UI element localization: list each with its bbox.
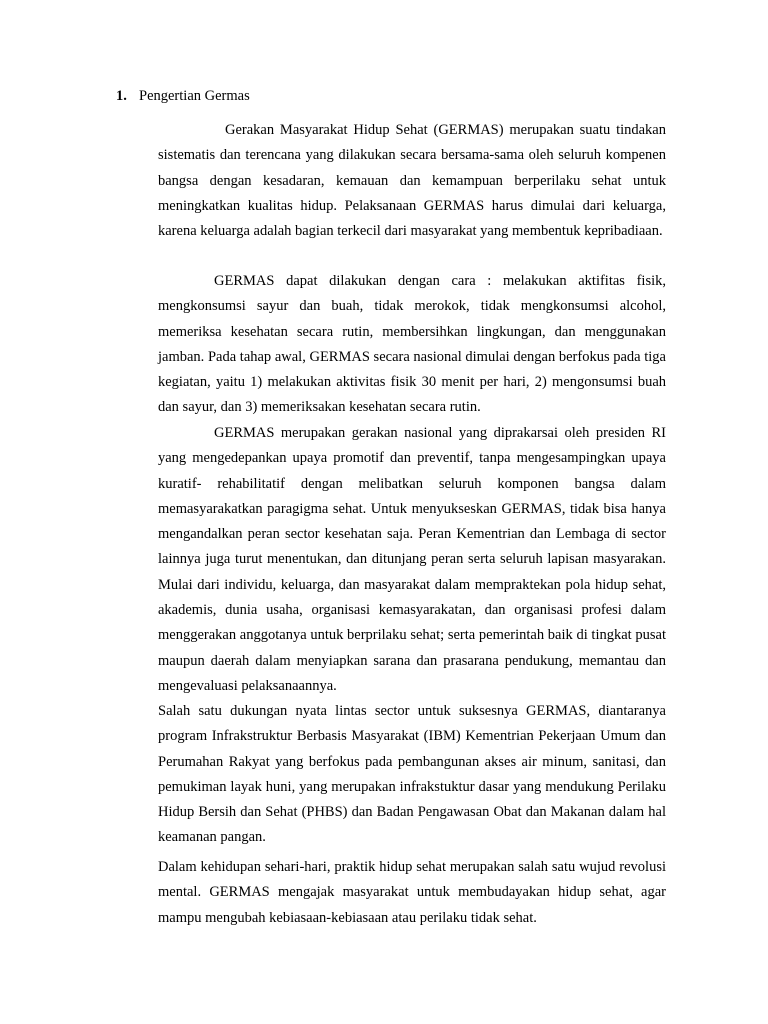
paragraph-daily-life: Dalam kehidupan sehari-hari, praktik hidup sehat merupakan salah satu wujud revolusi mental. GERMAS mengajak masyarakat untuk membudayakan hidup sehat, agar mampu mengubah kebiasaan-kebiasaan atau perilaku tidak sehat. (158, 859, 666, 926)
section-heading (116, 86, 250, 106)
section-title: Pengertian Germas (139, 88, 250, 104)
paragraph-definition: Gerakan Masyarakat Hidup Sehat (GERMAS) merupakan suatu tindakan sistematis dan terencana yang dilakukan secara bersama-sama oleh seluruh kompenen bangsa dengan kesadaran, kemauan dan kemampuan berperilaku sehat untuk meningkatkan kualitas hidup. Pelaksanaan GERMAS harus dimulai dari keluarga, karena keluarga adalah bagian terkecil dari masyarakat yang membentuk kepribadiaan. (158, 122, 666, 240)
paragraph-activities: GERMAS dapat dilakukan dengan cara : melakukan aktifitas fisik, mengkonsumsi sayur dan buah, tidak merokok, tidak mengkonsumsi alcohol, memeriksa kesehatan secara rutin, membersihkan lingkungan, dan menggunakan jamban. Pada tahap awal, GERMAS secara nasional dimulai dengan berfokus pada tiga kegiatan, yaitu 1) melakukan aktivitas fisik 30 menit per hari, 2) mengonsumsi buah dan sayur, dan 3) memeriksakan kesehatan secara rutin. (158, 273, 666, 416)
section-number: 1. (116, 88, 127, 104)
paragraph-cross-sector-support: Salah satu dukungan nyata lintas sector untuk suksesnya GERMAS, diantaranya program Infrakstruktur Berbasis Masyarakat (IBM) Kementrian Pekerjaan Umum dan Perumahan Rakyat yang berfokus pada pembangunan akses air minum, sanitasi, dan pemukiman layak huni, yang merupakan infrakstuktur dasar yang mendukung Perilaku Hidup Bersih dan Sehat (PHBS) dan Badan Pengawasan Obat dan Makanan dalam hal keamanan pangan. (158, 703, 666, 846)
paragraph-national-movement: GERMAS merupakan gerakan nasional yang diprakarsai oleh presiden RI yang mengedepankan upaya promotif dan preventif, tanpa mengesampingkan upaya kuratif- rehabilitatif dengan melibatkan seluruh komponen bangsa dalam memasyarakatkan paragigma sehat. Untuk menyukseskan GERMAS, tidak bisa hanya mengandalkan peran sector kesehatan saja. Peran Kementrian dan Lembaga di sector lainnya juga turut menentukan, dan ditunjang peran serta seluruh lapisan masyarakan. Mulai dari individu, keluarga, dan masyarakat dalam mempraktekan pola hidup sehat, akademis, dunia usaha, organisasi kemasyarakatan, dan organisasi profesi dalam menggerakan anggotanya untuk berprilaku sehat; serta pemerintah baik di tingkat pusat maupun daerah dalam menyiapkan sarana dan prasarana pendukung, memantau dan mengevaluasi pelaksanaannya. (158, 425, 666, 694)
